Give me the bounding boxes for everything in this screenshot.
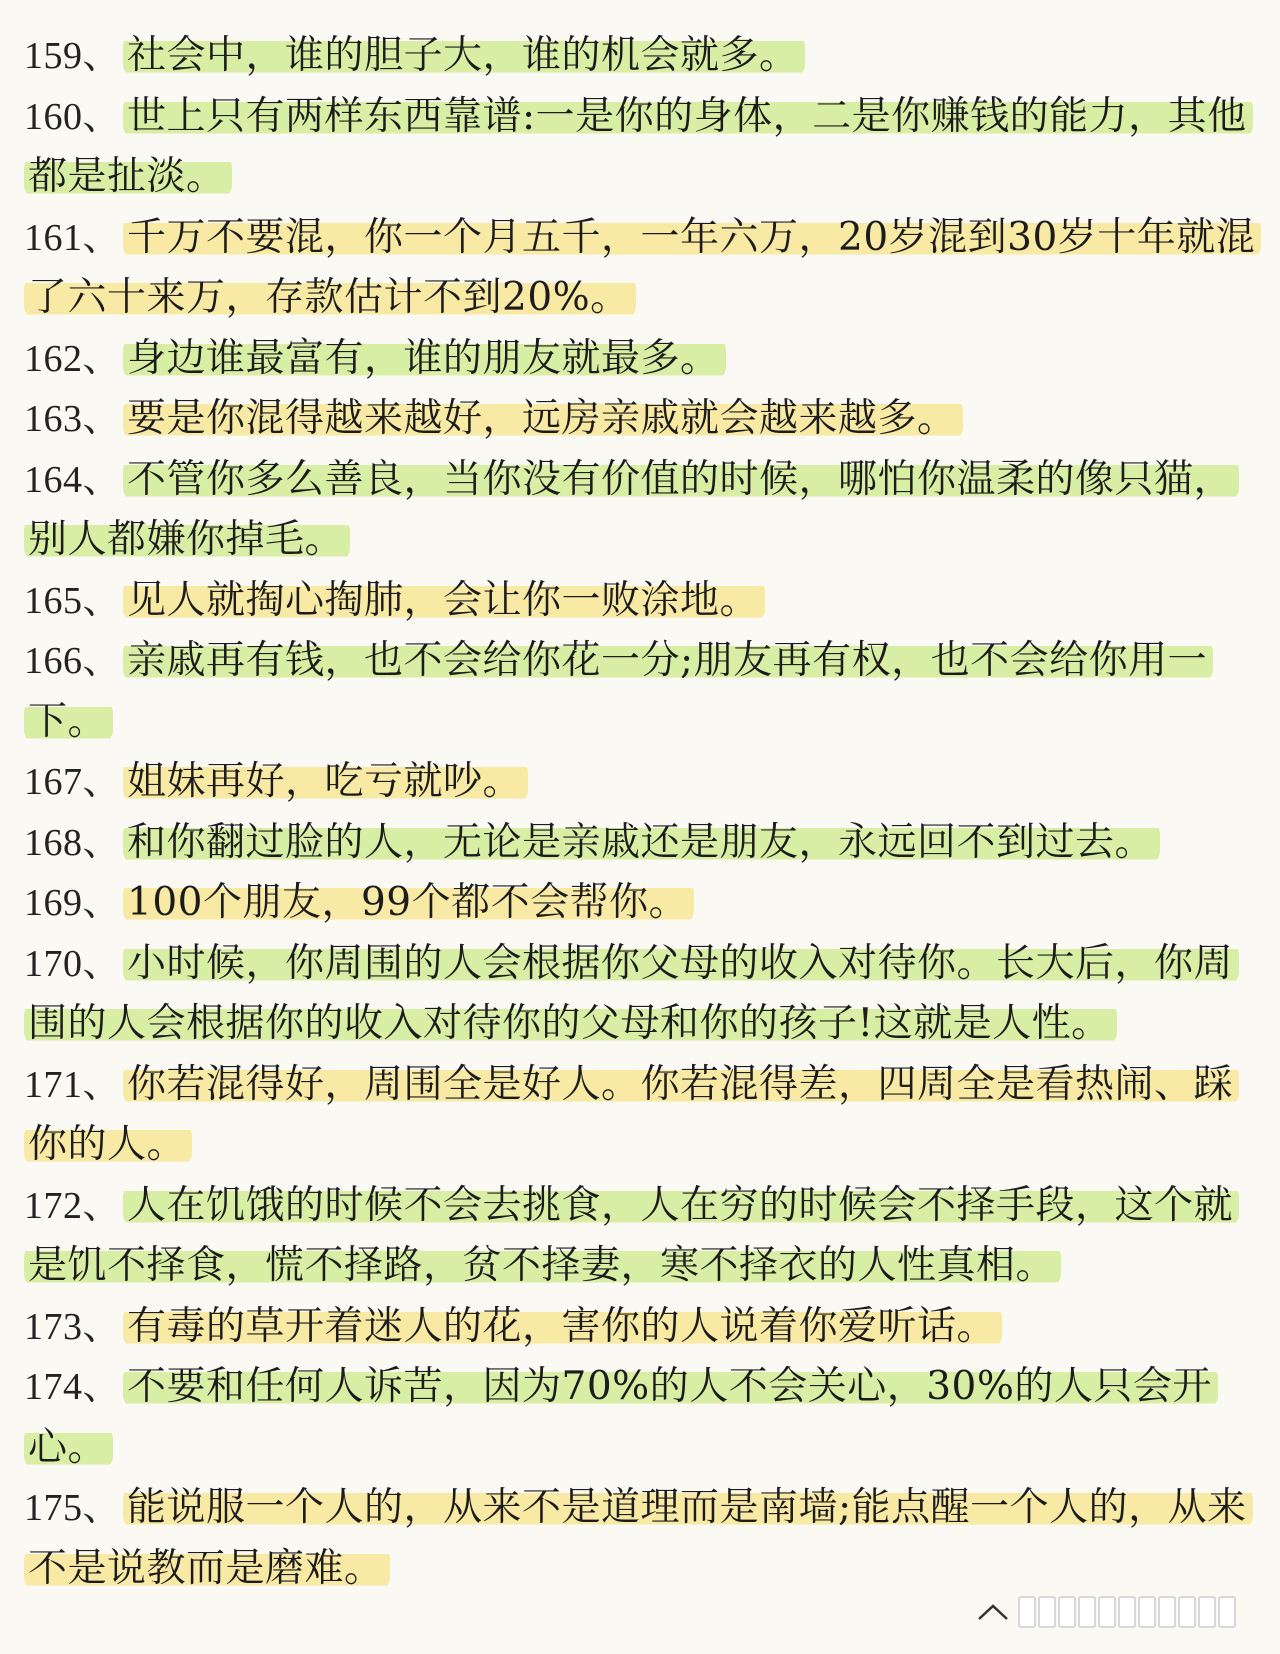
thumbnail-bar <box>1078 1596 1096 1628</box>
item-text: 要是你混得越来越好，远房亲戚就会越来越多。 <box>123 396 963 441</box>
list-item <box>24 329 1260 390</box>
item-number: 172、 <box>24 1184 122 1227</box>
item-number: 169、 <box>24 882 122 924</box>
thumbnail-bar <box>1118 1596 1136 1628</box>
item-text: 人在饥饿的时候不会去挑食，人在穷的时候会不择手段，这个就是饥不择食，慌不择路，贫不择妻，寒不择衣的人性真相。 <box>24 1183 1239 1289</box>
item-text: 见人就掏心掏肺，会让你一败涂地。 <box>123 578 765 623</box>
item-text: 和你翻过脸的人，无论是亲戚还是朋友，永远回不到过去。 <box>123 820 1160 865</box>
item-text: 社会中，谁的胆子大，谁的机会就多。 <box>123 33 805 78</box>
thumbnail-bar <box>1038 1596 1056 1628</box>
item-number: 163、 <box>24 398 122 440</box>
list-item <box>24 571 1260 632</box>
item-text: 身边谁最富有，谁的朋友就最多。 <box>123 336 726 381</box>
item-text: 不要和任何人诉苦，因为70%的人不会关心，30%的人只会开心。 <box>24 1364 1218 1470</box>
thumbnail-bar <box>1058 1596 1076 1628</box>
thumbnail-bar <box>1138 1596 1156 1628</box>
item-text: 千万不要混，你一个月五千，一年六万，20岁混到30岁十年就混了六十来万，存款估计不到20%。 <box>24 215 1261 321</box>
item-text: 亲戚再有钱，也不会给你花一分;朋友再有权，也不会给你用一下。 <box>24 638 1213 744</box>
item-text: 能说服一个人的，从来不是道理而是南墙;能点醒一个人的，从来不是说教而是磨难。 <box>24 1485 1253 1591</box>
item-text: 不管你多么善良，当你没有价值的时候，哪怕你温柔的像只猫，别人都嫌你掉毛。 <box>24 457 1239 563</box>
item-number: 165、 <box>24 579 122 622</box>
item-number: 159、 <box>24 35 122 77</box>
item-number: 164、 <box>24 458 122 501</box>
list-item <box>24 87 1260 208</box>
item-number: 168、 <box>24 821 122 864</box>
list-item <box>24 813 1260 874</box>
item-text: 姐妹再好，吃亏就吵。 <box>123 759 528 804</box>
item-text: 100个朋友，99个都不会帮你。 <box>123 880 694 925</box>
item-number: 161、 <box>24 216 122 259</box>
list-item <box>24 26 1260 87</box>
item-number: 173、 <box>24 1305 122 1348</box>
thumbnail-bar <box>1198 1596 1216 1628</box>
item-number: 175、 <box>24 1487 122 1529</box>
item-number: 166、 <box>24 640 122 682</box>
list-item <box>24 208 1260 329</box>
chevron-up-icon[interactable] <box>976 1602 1010 1622</box>
item-number: 160、 <box>24 95 122 138</box>
item-number: 162、 <box>24 337 122 380</box>
item-text: 有毒的草开着迷人的花，害你的人说着你爱听话。 <box>123 1304 1002 1349</box>
list-item <box>24 631 1260 752</box>
thumbnail-bar <box>1098 1596 1116 1628</box>
list-item <box>24 1176 1260 1297</box>
thumbnail-bar <box>1158 1596 1176 1628</box>
item-text: 世上只有两样东西靠谱:一是你的身体，二是你赚钱的能力，其他都是扯淡。 <box>24 94 1253 200</box>
thumbnail-bar <box>1178 1596 1196 1628</box>
page-control-widget[interactable] <box>976 1596 1236 1628</box>
item-number: 174、 <box>24 1366 122 1408</box>
item-text: 小时候，你周围的人会根据你父母的收入对待你。长大后，你周围的人会根据你的收入对待你的父母和你的孩子!这就是人性。 <box>24 941 1239 1047</box>
item-text: 你若混得好，周围全是好人。你若混得差，四周全是看热闹、踩你的人。 <box>24 1062 1239 1168</box>
thumbnail-bar <box>1018 1596 1036 1628</box>
list-item <box>24 1055 1260 1176</box>
list-item <box>24 450 1260 571</box>
list-item <box>24 1357 1260 1478</box>
list-item <box>24 873 1260 934</box>
list-item <box>24 934 1260 1055</box>
list-item <box>24 1297 1260 1358</box>
list-item <box>24 389 1260 450</box>
thumbnail-bar <box>1218 1596 1236 1628</box>
page-thumbnails-icon[interactable] <box>1018 1596 1236 1628</box>
list-item <box>24 1478 1260 1599</box>
item-number: 171、 <box>24 1063 122 1106</box>
item-number: 167、 <box>24 761 122 803</box>
list-item <box>24 752 1260 813</box>
item-number: 170、 <box>24 942 122 985</box>
